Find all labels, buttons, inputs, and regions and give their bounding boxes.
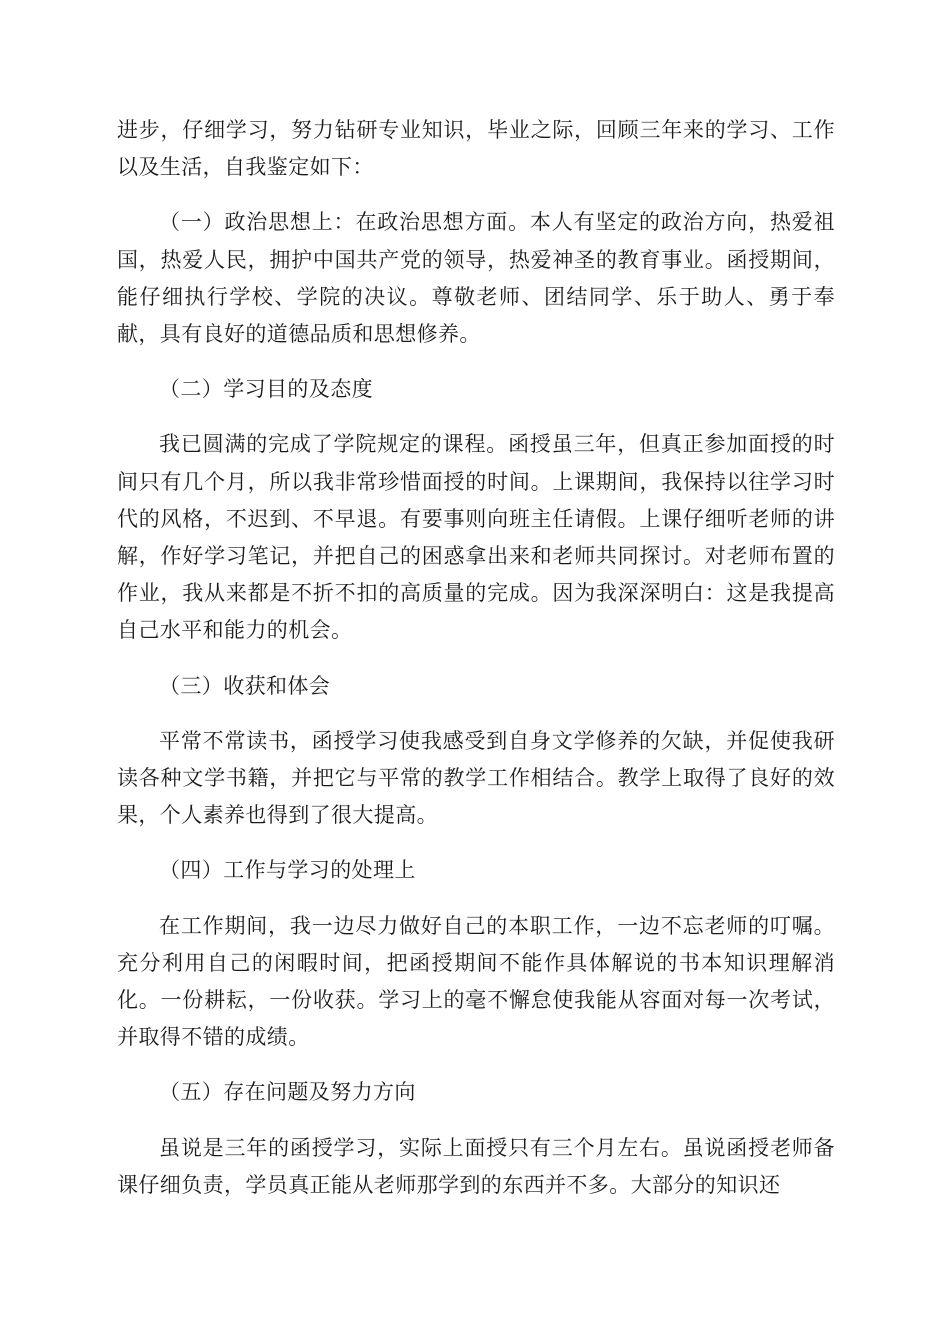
paragraph-intro: 进步，仔细学习，努力钻研专业知识，毕业之际，回顾三年来的学习、工作以及生活，自我鉴定如下：: [117, 118, 835, 180]
heading-gains: （三）收获和体会: [159, 673, 331, 698]
heading-study-attitude: （二）学习目的及态度: [159, 377, 373, 402]
paragraph-political-thought: （一）政治思想上：在政治思想方面。本人有坚定的政治方向，热爱祖国，热爱人民，拥护中国共产党的领导，热爱神圣的教育事业。函授期间，能仔细执行学校、学院的决议。尊敬老师、团结同学、乐于助人、勇于奉献，具有良好的道德品质和思想修养。: [117, 210, 835, 347]
paragraph-problems-direction: 虽说是三年的函授学习，实际上面授只有三个月左右。虽说函授老师备课仔细负责，学员真正能从老师那学到的东西并不多。大部分的知识还: [117, 1135, 835, 1197]
document-body: [117, 112, 835, 1204]
paragraph-work-study-balance: 在工作期间，我一边尽力做好自己的本职工作，一边不忘老师的叮嘱。充分利用自己的闲暇时间，把函授期间不能作具体解说的书本知识理解消化。一份耕耘，一份收获。学习上的毫不懈怠使我能从容面对每一次考试，并取得不错的成绩。: [117, 913, 835, 1050]
paragraph-study-attitude: 我已圆满的完成了学院规定的课程。函授虽三年，但真正参加面授的时间只有几个月，所以我非常珍惜面授的时间。上课期间，我保持以往学习时代的风格，不迟到、不早退。有要事则向班主任请假。上课仔细听老师的讲解，作好学习笔记，并把自己的困惑拿出来和老师共同探讨。对老师布置的作业，我从来都是不折不扣的高质量的完成。因为我深深明白：这是我提高自己水平和能力的机会。: [117, 432, 835, 643]
heading-work-study-balance: （四）工作与学习的处理上: [159, 858, 416, 883]
heading-problems-direction: （五）存在问题及努力方向: [159, 1080, 416, 1105]
paragraph-gains: 平常不常读书，函授学习使我感受到自身文学修养的欠缺，并促使我研读各种文学书籍，并把它与平常的教学工作相结合。教学上取得了良好的效果，个人素养也得到了很大提高。: [117, 728, 835, 828]
